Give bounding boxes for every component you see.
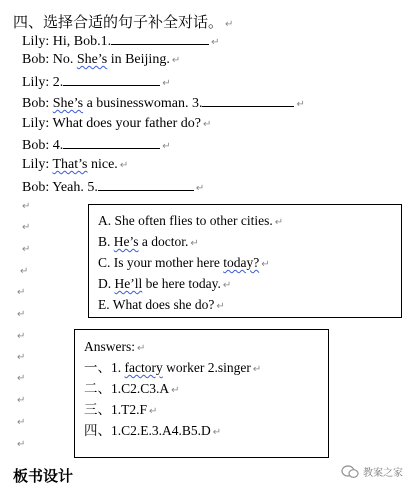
spellcheck-word: He’ll [114,276,143,291]
option-c [98,254,270,274]
paragraph-mark: ↵ [119,160,129,171]
section-heading [13,11,233,32]
dialogue-line-1: Lily: Hi, Bob.1. ↵ [22,31,219,52]
speaker: Lily [22,34,46,49]
paragraph-mark: ↵ [17,373,26,384]
paragraph-mark: ↵ [17,395,26,406]
option-text: E. What does she do? [98,297,215,312]
paragraph-mark: ↵ [20,266,29,277]
spellcheck-word: She’s [76,52,108,67]
paragraph-mark: ↵ [17,439,26,450]
watermark [341,464,403,479]
answers-title [84,338,145,358]
answer-blank-2[interactable] [63,72,160,86]
dialogue-line-4: Bob: She’s a businesswoman. 3. ↵ [22,93,305,114]
speaker: Bob [22,52,46,67]
answer-line-2 [84,380,180,400]
paragraph-mark: ↵ [171,55,181,66]
option-text: C. Is your mother here [98,255,224,270]
answer-line-1 [84,359,261,379]
paragraph-mark: ↵ [17,417,26,428]
answer-text: 一、1. [84,360,125,375]
answers-title-text: Answers: [84,339,135,354]
answer-text: 二、1.C2.C3.A [84,381,170,396]
paragraph-mark: ↵ [17,352,26,363]
paragraph-mark: ↵ [17,309,26,320]
dialogue-line-2: Bob: No. She’s in Beijing. ↵ [22,52,181,67]
line-text: No. [52,52,77,67]
speaker: Bob [22,138,46,153]
paragraph-mark: ↵ [22,201,31,212]
paragraph-mark: ↵ [22,222,31,233]
paragraph-mark: ↵ [202,119,212,130]
paragraph-mark: ↵ [162,78,171,89]
option-text: A. She often flies to other cities. [98,213,273,228]
option-text: a doctor. [138,234,189,249]
answer-text: 四、1.C2.E.3.A4.B5.D [84,423,211,438]
paragraph-mark: ↵ [17,331,26,342]
answer-text: worker 2.singer [162,360,251,375]
dialogue-line-3: Lily: 2. ↵ [22,72,171,93]
line-text: in Beijing. [107,52,170,67]
answer-line-3 [84,401,157,421]
spellcheck-word: She’s [52,96,84,111]
dialogue-line-6: Bob: 4. ↵ [22,135,171,156]
line-text: Yeah. 5. [52,180,98,195]
paragraph-mark: ↵ [17,287,26,298]
paragraph-mark: ↵ [137,343,146,354]
answer-blank-5[interactable] [98,177,194,191]
heading-text: 四、选择合适的句子补全对话。 [13,13,224,31]
option-text: B. [98,234,114,249]
speaker: Lily [22,157,46,172]
line-text: 4. [52,138,64,153]
option-d [98,275,231,295]
answer-blank-1[interactable] [111,31,209,45]
option-b [98,233,199,253]
board-design-heading [13,465,73,486]
paragraph-mark: ↵ [171,385,180,396]
spellcheck-word: factory [124,360,163,375]
line-text: What does your father do? [52,116,201,131]
paragraph-mark: ↵ [216,301,225,312]
paragraph-mark: ↵ [162,141,171,152]
line-text: nice. [87,157,118,172]
answer-text: 三、1.T2.F [84,402,148,417]
speaker: Bob [22,180,46,195]
paragraph-mark: ↵ [261,259,270,270]
chat-bubble-icon [341,465,359,479]
paragraph-mark: ↵ [222,280,232,291]
speaker: Lily [22,75,46,90]
line-text: 2. [52,75,64,90]
spellcheck-word: today? [223,255,260,270]
dialogue-line-7: Lily: That’s nice. ↵ [22,157,129,172]
paragraph-mark: ↵ [225,19,234,30]
speaker: Lily [22,116,46,131]
watermark-text: 教案之家 [363,468,403,479]
dialogue-line-8: Bob: Yeah. 5. ↵ [22,177,204,198]
option-text: D. [98,276,115,291]
option-text: be here today. [142,276,221,291]
line-text: a businesswoman. 3. [83,96,203,111]
answers-box [74,329,329,458]
answer-line-4 [84,422,221,442]
paragraph-mark: ↵ [22,244,31,255]
option-a [98,212,283,232]
paragraph-mark: ↵ [252,364,262,375]
speaker: Bob [22,96,46,111]
paragraph-mark: ↵ [195,183,205,194]
paragraph-mark: ↵ [149,406,158,417]
answer-blank-3[interactable] [202,93,294,107]
answer-blank-4[interactable] [63,135,160,149]
paragraph-mark: ↵ [274,217,284,228]
paragraph-mark: ↵ [190,238,199,249]
spellcheck-word: He’s [113,234,139,249]
spellcheck-word: That’s [52,157,88,172]
paragraph-mark: ↵ [212,427,222,438]
footer-text: 板书设计 [13,467,74,485]
paragraph-mark: ↵ [211,37,220,48]
dialogue-line-5: Lily: What does your father do? ↵ [22,116,212,131]
paragraph-mark: ↵ [296,99,305,110]
option-e [98,296,225,316]
line-text: Hi, Bob.1. [52,34,112,49]
options-box [88,204,402,318]
